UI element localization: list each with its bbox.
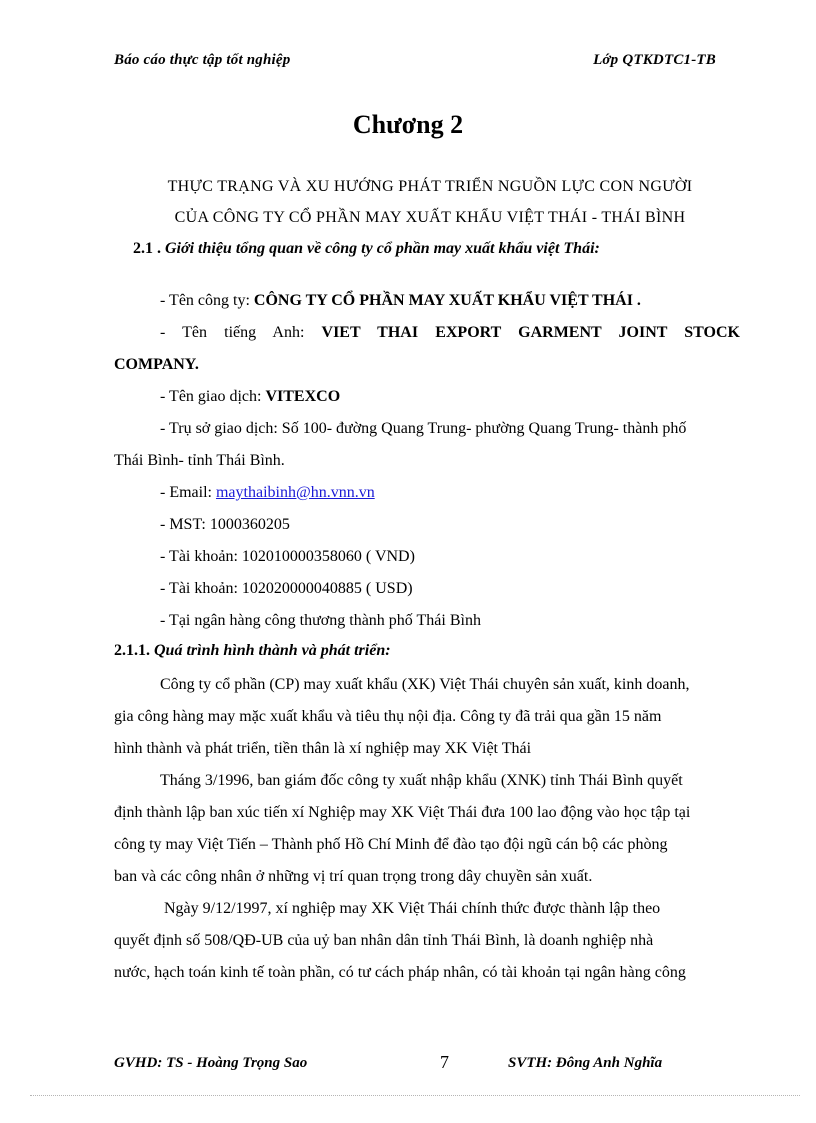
page-number: 7 (440, 1052, 449, 1072)
paragraph-2-line-2: định thành lập ban xúc tiến xí Nghiệp may XK Việt Thái đưa 100 lao động vào học tập tại (114, 804, 691, 821)
company-name-label: - Tên công ty: (160, 292, 250, 309)
footer-divider (30, 1095, 800, 1096)
paragraph-1-line-1: Công ty cổ phần (CP) may xuất khẩu (XK) Việt Thái chuyên sản xuất, kinh doanh, (160, 676, 690, 693)
english-name-value: VIET THAI EXPORT GARMENT JOINT STOCK (321, 324, 740, 341)
subsection-heading (114, 642, 391, 660)
subsection-number: 2.1.1. (114, 642, 150, 659)
footer-supervisor: GVHD: TS - Hoàng Trọng Sao (114, 1055, 308, 1071)
account-usd-line: - Tài khoản: 102020000040885 ( USD) (160, 580, 413, 597)
email-link[interactable]: maythaibinh@hn.vnn.vn (215, 484, 375, 501)
tax-code-line: - MST: 1000360205 (160, 516, 290, 533)
email-label: - Email: (160, 484, 212, 501)
subsection-title: Quá trình hình thành và phát triển: (154, 642, 391, 659)
english-name-continued: COMPANY. (114, 356, 199, 373)
paragraph-2-line-1: Tháng 3/1996, ban giám đốc công ty xuất nhập khẩu (XNK) tỉnh Thái Bình quyết (160, 772, 683, 789)
paragraph-3-line-2: quyết định số 508/QĐ-UB của uỷ ban nhân dân tỉnh Thái Bình, là doanh nghiệp nhà (114, 932, 654, 949)
chapter-title: Chương 2 (352, 110, 464, 139)
section-number: 2.1 . (133, 240, 161, 257)
trade-name-label: - Tên giao dịch: (160, 388, 262, 405)
account-vnd-line: - Tài khoản: 102010000358060 ( VND) (160, 548, 415, 565)
email-line (160, 484, 740, 502)
english-name-label: - Tên tiếng Anh: (160, 324, 305, 341)
section-heading (133, 240, 600, 258)
document-title-line2: CỦA CÔNG TY CỔ PHẦN MAY XUẤT KHẨU VIỆT THÁI - THÁI BÌNH (174, 209, 686, 226)
paragraph-1-line-2: gia công hàng may mặc xuất khẩu và tiêu thụ nội địa. Công ty đã trải qua gần 15 năm (114, 708, 662, 725)
english-name-line (160, 324, 740, 346)
footer-student: SVTH: Đông Anh Nghĩa (508, 1055, 663, 1071)
paragraph-3-line-1: Ngày 9/12/1997, xí nghiệp may XK Việt Thái chính thức được thành lập theo (164, 900, 661, 917)
trade-name-value: VITEXCO (265, 388, 341, 405)
trade-name-line (160, 388, 740, 406)
header-right: Lớp QTKDTC1-TB (593, 52, 716, 68)
company-name-value: CÔNG TY CỔ PHẦN MAY XUẤT KHẨU VIỆT THÁI . (253, 292, 641, 309)
company-name-line (160, 292, 740, 310)
address-line: - Trụ sở giao dịch: Số 100- đường Quang Trung- phường Quang Trung- thành phố (160, 420, 687, 437)
paragraph-2-line-3: công ty may Việt Tiến – Thành phố Hồ Chí Minh để đào tạo đội ngũ cán bộ các phòng (114, 836, 668, 853)
paragraph-2-line-4: ban và các công nhân ở những vị trí quan trọng trong dây chuyền sản xuất. (114, 868, 593, 885)
paragraph-1-line-3: hình thành và phát triển, tiền thân là xí nghiệp may XK Việt Thái (114, 740, 532, 757)
document-title-line1: THỰC TRẠNG VÀ XU HƯỚNG PHÁT TRIỂN NGUỒN LỰC CON NGƯỜI (167, 178, 693, 195)
address-line-continued: Thái Bình- tỉnh Thái Bình. (114, 452, 285, 469)
paragraph-3-line-3: nước, hạch toán kinh tế toàn phần, có tư cách pháp nhân, có tài khoản tại ngân hàng công (114, 964, 686, 981)
bank-line: - Tại ngân hàng công thương thành phố Thái Bình (160, 612, 481, 629)
section-title: Giới thiệu tổng quan về công ty cổ phần may xuất khẩu việt Thái: (165, 240, 600, 257)
header-left: Báo cáo thực tập tốt nghiệp (114, 52, 291, 68)
